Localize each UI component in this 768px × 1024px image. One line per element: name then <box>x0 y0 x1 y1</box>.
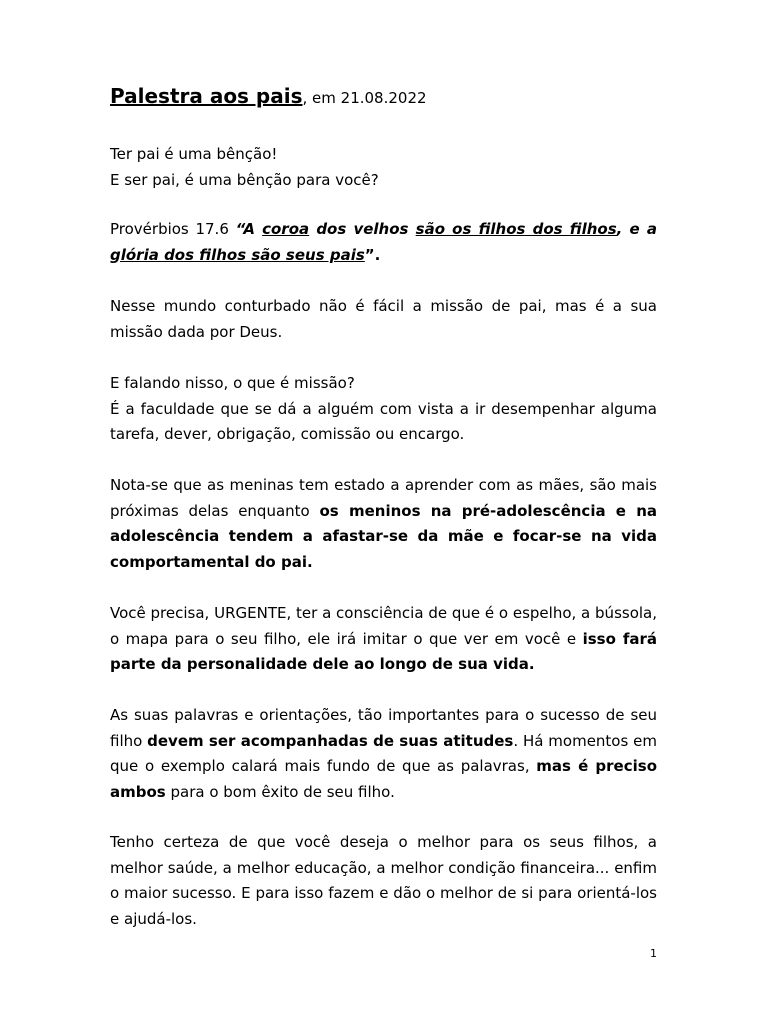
p6-bold: isso fará parte da personalidade dele ao longo de sua vida. <box>110 629 657 674</box>
quote-coroa: coroa <box>262 220 310 238</box>
paragraph-opening <box>110 142 657 193</box>
question-line: E falando nisso, o que é missão? <box>110 374 355 392</box>
quote-mid-1: dos velhos <box>309 220 416 238</box>
p5-plain: Nota-se que as meninas tem estado a aprender com as mães, são mais próximas delas enquanto <box>110 476 657 520</box>
opening-line-2: E ser pai, é uma bênção para você? <box>110 170 379 189</box>
document-title: Palestra aos pais <box>110 84 303 108</box>
p7-plain-2: . Há momentos em que o exemplo calará mais fundo de que as palavras, <box>110 731 657 776</box>
proverb-reference: Provérbios 17.6 <box>110 220 236 238</box>
paragraph-proverb <box>110 217 657 268</box>
quote-mid-2: , e a <box>616 220 657 238</box>
p7-plain-1: As suas palavras e orientações, tão importantes para o sucesso de seu filho <box>110 706 657 750</box>
page-number: 1 <box>650 947 657 960</box>
document-date: , em 21.08.2022 <box>302 89 427 107</box>
p7-bold-1: devem ser acompanhadas de suas atitudes <box>147 731 514 750</box>
paragraph-palavras-atitudes <box>110 703 657 805</box>
p6-plain: Você precisa, URGENTE, ter a consciência de que é o espelho, a bússola, o mapa para o seu filho, ele irá imitar o que ver em você e <box>110 604 657 648</box>
opening-line-1: Ter pai é uma bênção! <box>110 145 278 163</box>
quote-gloria: glória dos filhos são seus pais <box>110 245 365 264</box>
paragraph-espelho <box>110 601 657 678</box>
quote-filhos: são os filhos dos filhos <box>415 220 617 238</box>
definition-text: É a faculdade que se dá a alguém com vista a ir desempenhar alguma tarefa, dever, obrigação, comissão ou encargo. <box>110 399 657 444</box>
quote-close: ”. <box>364 245 381 264</box>
quote-open: “A <box>235 220 263 238</box>
paragraph-melhor-para-filhos: Tenho certeza de que você deseja o melhor para os seus filhos, a melhor saúde, a melhor educação, a melhor condição financeira... enfim o maior sucesso. E para isso fazem e dão o melhor de si para orientá-los e ajudá-los. <box>110 833 657 928</box>
paragraph-missao-de-pai: Nesse mundo conturbado não é fácil a missão de pai, mas é a sua missão dada por Deus. <box>110 297 657 341</box>
p7-bold-2: mas é preciso ambos <box>110 757 658 801</box>
p7-plain-3: para o bom êxito de seu filho. <box>165 782 395 801</box>
p5-bold: os meninos na pré-adolescência e na adolescência tendem a afastar-se da mãe e focar-se na vida comportamental do pai. <box>110 501 657 571</box>
title-line <box>110 84 657 108</box>
paragraph-o-que-e-missao <box>110 371 657 448</box>
paragraph-meninas-meninos <box>110 473 657 575</box>
